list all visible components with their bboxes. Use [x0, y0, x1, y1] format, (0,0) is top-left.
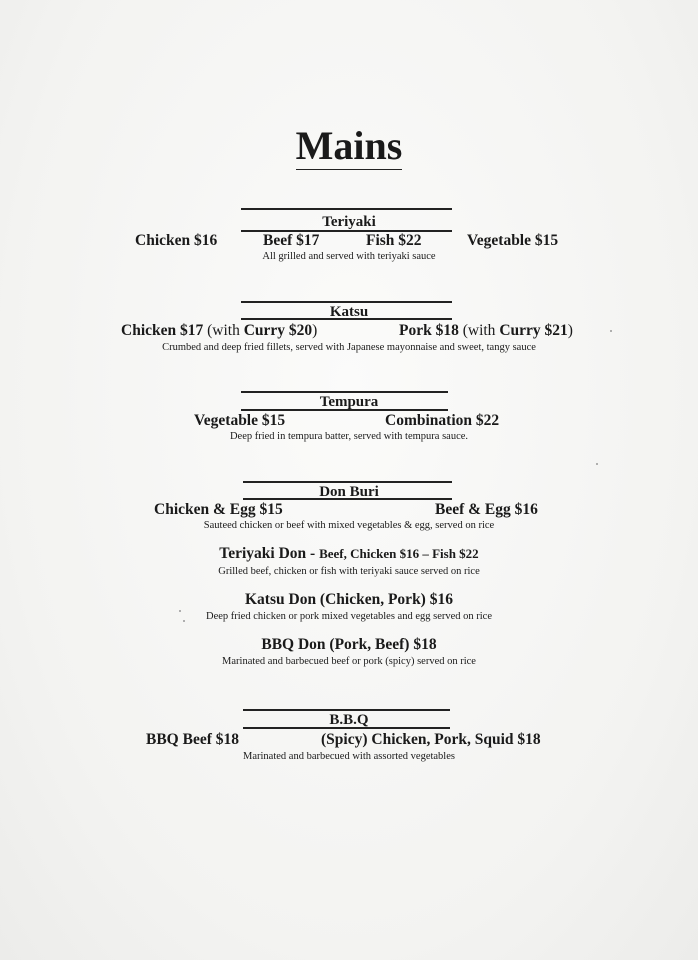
section-rule-top [241, 391, 448, 393]
teriyaki-fish: Fish $22 [366, 232, 422, 249]
donburi-beef-egg: Beef & Egg $16 [435, 501, 538, 518]
section-heading-tempura: Tempura [319, 394, 379, 410]
katsu-chicken-close: ) [312, 322, 318, 339]
teriyaki-don-detail: Beef, Chicken $16 – Fish $22 [319, 546, 479, 561]
section-rule-top [243, 481, 452, 483]
tempura-description: Deep fried in tempura batter, served with tempura sauce. [229, 431, 469, 442]
page-title-text: Mains [295, 123, 403, 168]
section-rule-bottom [241, 318, 452, 320]
page-title [0, 124, 698, 168]
teriyaki-don-description: Grilled beef, chicken or fish with teriyaki sauce served on rice [218, 566, 480, 577]
section-rule-bottom [243, 498, 452, 500]
donburi-chicken-egg: Chicken & Egg $15 [154, 501, 283, 518]
bbq-beef: BBQ Beef $18 [146, 731, 239, 748]
section-heading-katsu: Katsu [329, 304, 369, 320]
teriyaki-vegetable: Vegetable $15 [467, 232, 559, 249]
katsu-description: Crumbed and deep fried fillets, served with Japanese mayonnaise and sweet, tangy sauce [162, 342, 536, 353]
section-heading-teriyaki: Teriyaki [322, 214, 376, 230]
teriyaki-don [0, 545, 698, 563]
teriyaki-chicken: Chicken $16 [135, 232, 218, 249]
katsu-chicken-with: (with [207, 322, 244, 339]
katsu-pork-curry: Curry $21 [499, 322, 568, 339]
section-rule-bottom [241, 409, 448, 411]
tempura-combination: Combination $22 [385, 412, 500, 429]
section-rule-top [241, 208, 452, 210]
scan-speck [183, 620, 185, 622]
bbq-description: Marinated and barbecued with assorted vegetables [243, 751, 455, 762]
teriyaki-beef: Beef $17 [263, 232, 320, 249]
scan-speck [596, 463, 598, 465]
bbq-chicken-pork-squid: (Spicy) Chicken, Pork, Squid $18 [321, 731, 541, 748]
katsu-chicken-price: Chicken $17 [121, 322, 208, 339]
section-heading-donburi: Don Buri [319, 484, 379, 500]
bbq-don: BBQ Don (Pork, Beef) $18 [261, 636, 437, 653]
section-heading-bbq: B.B.Q [329, 712, 369, 728]
katsu-pork-with: (with [462, 322, 500, 339]
katsu-don: Katsu Don (Chicken, Pork) $16 [245, 591, 453, 608]
katsu-chicken [121, 322, 317, 340]
scan-speck [179, 610, 181, 612]
katsu-don-description: Deep fried chicken or pork mixed vegetables and egg served on rice [205, 611, 492, 622]
section-rule-top [241, 301, 452, 303]
teriyaki-don-name: Teriyaki Don - [219, 545, 320, 562]
section-rule-bottom [243, 727, 450, 729]
katsu-pork-close: ) [567, 322, 573, 339]
teriyaki-description: All grilled and served with teriyaki sauce [262, 251, 436, 262]
katsu-pork-price: Pork $18 [399, 322, 463, 339]
bbq-don-description: Marinated and barbecued beef or pork (spicy) served on rice [222, 656, 476, 667]
katsu-chicken-curry: Curry $20 [243, 322, 313, 339]
scan-speck [610, 330, 612, 332]
donburi-description: Sauteed chicken or beef with mixed vegetables & egg, served on rice [203, 520, 495, 531]
section-rule-top [243, 709, 450, 711]
katsu-pork [399, 322, 573, 340]
tempura-vegetable: Vegetable $15 [194, 412, 286, 429]
